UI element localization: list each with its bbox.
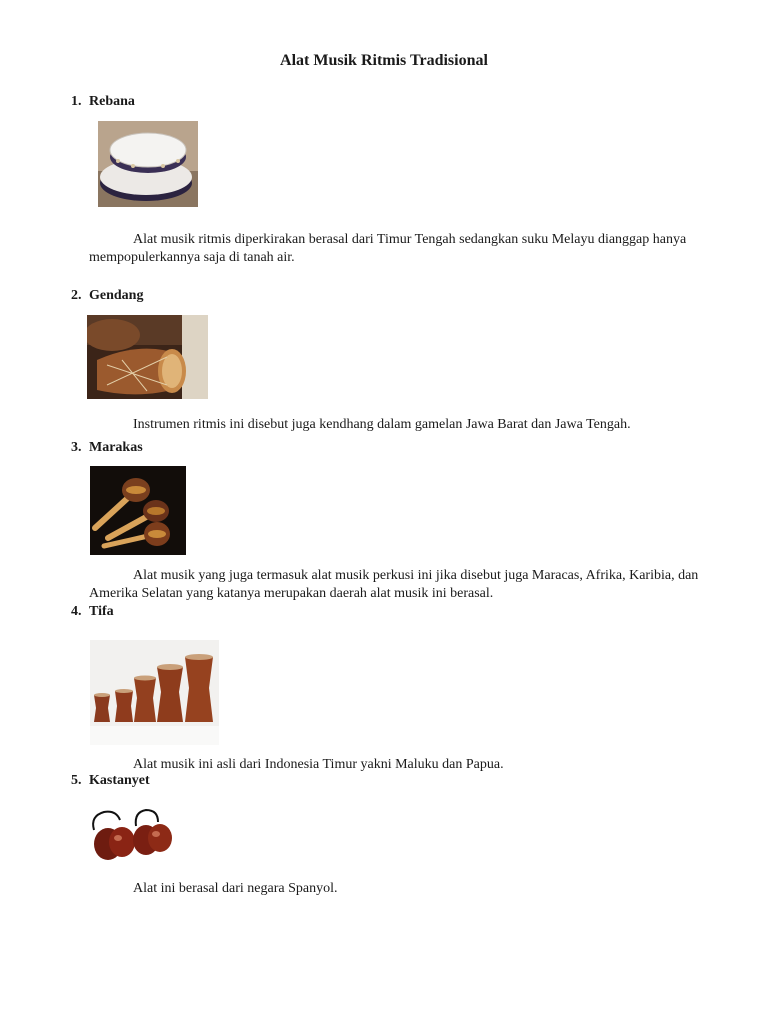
item-number: 5. xyxy=(71,773,82,788)
item-heading-rebana xyxy=(71,94,135,110)
item-number: 1. xyxy=(71,94,82,109)
item-description: Instrumen ritmis ini disebut juga kendhang dalam gamelan Jawa Barat dan Jawa Tengah. xyxy=(133,417,631,432)
gendang-image xyxy=(87,315,208,399)
item-number: 2. xyxy=(71,288,82,303)
item-description: Alat ini berasal dari negara Spanyol. xyxy=(133,881,338,896)
item-description: Alat musik ritmis diperkirakan berasal dari Timur Tengah sedangkan suku Melayu dianggap hanya mempopulerkannya saja di tanah air. xyxy=(89,232,687,265)
item-number: 4. xyxy=(71,604,82,619)
item-name: Tifa xyxy=(89,604,114,619)
tifa-image xyxy=(90,640,219,745)
item-name: Kastanyet xyxy=(89,773,150,788)
castanets-image xyxy=(86,796,180,868)
item-number: 3. xyxy=(71,440,82,455)
item-heading-gendang xyxy=(71,288,143,304)
item-name: Gendang xyxy=(89,288,144,303)
item-name: Marakas xyxy=(89,440,143,455)
item-heading-marakas xyxy=(71,440,143,456)
item-heading-kastanyet xyxy=(71,773,150,789)
item-name: Rebana xyxy=(89,94,135,109)
item-heading-tifa xyxy=(71,604,114,620)
item-description: Alat musik yang juga termasuk alat musik perkusi ini jika disebut juga Maracas, Afrika, Karibia, dan Amerika Selatan yang katanya merupakan daerah alat musik ini berasal. xyxy=(89,568,699,601)
rebana-image xyxy=(98,121,198,207)
page-title: Alat Musik Ritmis Tradisional xyxy=(280,52,488,69)
item-description: Alat musik ini asli dari Indonesia Timur yakni Maluku dan Papua. xyxy=(133,757,504,772)
maracas-image xyxy=(90,466,186,555)
